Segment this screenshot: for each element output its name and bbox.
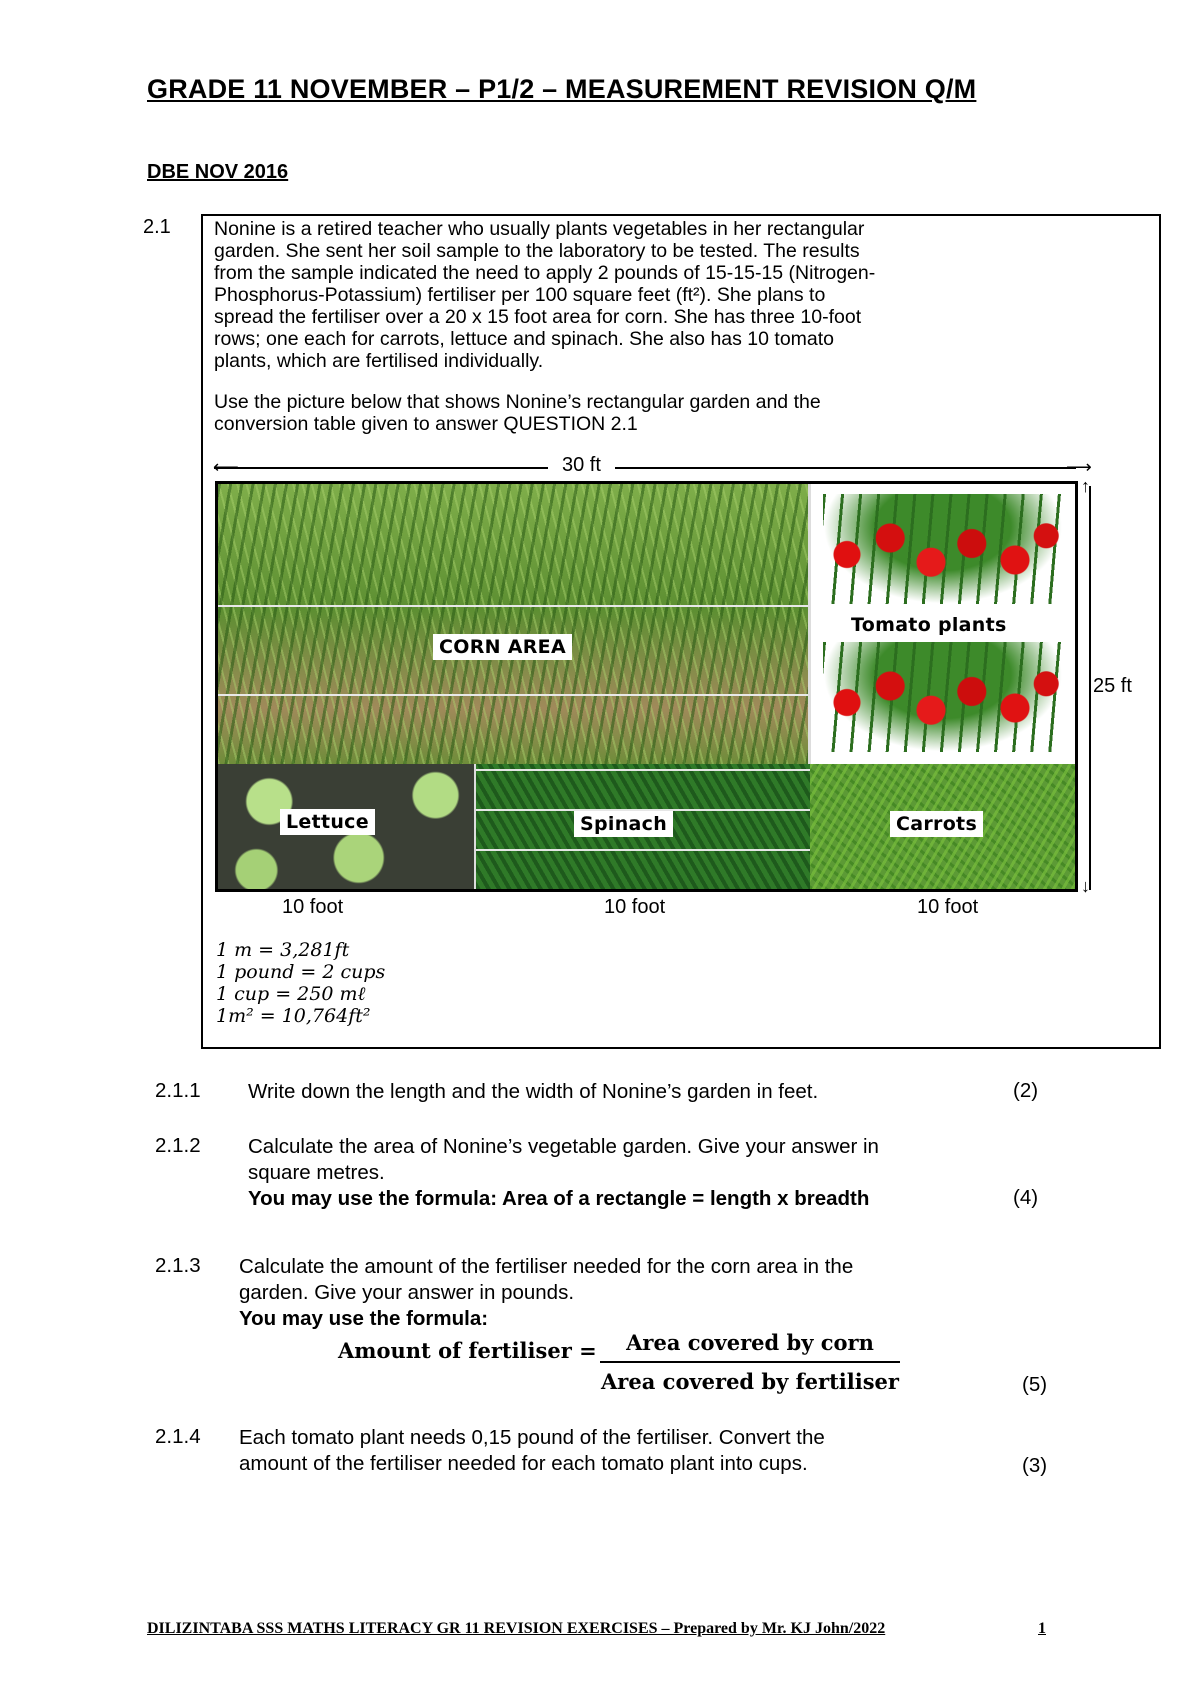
question-number: 2.1	[143, 216, 171, 238]
subquestion-number: 2.1.1	[155, 1079, 201, 1102]
arrow-up-icon: ↑	[1081, 476, 1090, 496]
subquestion-text	[248, 1134, 879, 1212]
row-length-label: 10 foot	[282, 896, 344, 918]
intro-line: spread the fertiliser over a 20 x 15 foot area for corn. She has three 10-foot	[214, 306, 862, 328]
spinach-label: Spinach	[574, 811, 673, 837]
spinach-area	[476, 764, 810, 889]
intro-line: garden. She sent her soil sample to the laboratory to be tested. The results	[214, 240, 860, 262]
row-divider	[218, 694, 808, 696]
intro-line: Nonine is a retired teacher who usually plants vegetables in her rectangular	[214, 218, 865, 240]
subquestion-text	[239, 1254, 853, 1332]
intro-line: rows; one each for carrots, lettuce and spinach. She also has 10 tomato	[214, 328, 835, 350]
subquestion-line: Each tomato plant needs 0,15 pound of the fertiliser. Convert the	[239, 1426, 825, 1449]
intro-line: from the sample indicated the need to apply 2 pounds of 15-15-15 (Nitrogen-	[214, 262, 876, 284]
marks: (3)	[1022, 1454, 1048, 1477]
carrots-label: Carrots	[890, 811, 983, 837]
formula-fraction	[600, 1330, 900, 1394]
subquestion-line: Calculate the area of Nonine’s vegetable garden. Give your answer in	[248, 1135, 879, 1158]
instruction-line: Use the picture below that shows Nonine’s rectangular garden and the	[214, 391, 821, 413]
instruction-line: conversion table given to answer QUESTION 2.1	[214, 413, 638, 435]
page-title: GRADE 11 NOVEMBER – P1/2 – MEASUREMENT REVISION Q/M	[147, 74, 977, 104]
subquestion-formula-hint: You may use the formula:	[239, 1307, 489, 1330]
corn-area	[218, 484, 808, 764]
formula-numerator: Area covered by corn	[626, 1330, 874, 1355]
subquestion-number: 2.1.3	[155, 1254, 201, 1277]
tomato-plants-image	[823, 494, 1063, 604]
formula-denominator: Area covered by fertiliser	[601, 1369, 899, 1394]
width-dimension-line	[214, 467, 1076, 469]
question-intro	[214, 218, 1144, 372]
conversion-line: 1 pound = 2 cups	[216, 961, 386, 983]
row-length-label: 10 foot	[604, 896, 666, 918]
subquestion-line: garden. Give your answer in pounds.	[239, 1281, 575, 1304]
row-length-label: 10 foot	[917, 896, 979, 918]
intro-line: plants, which are fertilised individually.	[214, 350, 544, 372]
arrow-left-icon: ⟵	[213, 457, 239, 477]
tomato-plants-image	[823, 642, 1063, 752]
corn-area-label: CORN AREA	[433, 634, 572, 660]
marks: (2)	[1013, 1079, 1039, 1102]
source-heading: DBE NOV 2016	[147, 161, 289, 183]
tomato-area	[808, 484, 1075, 764]
conversion-line: 1 m = 3,281ft	[216, 939, 350, 961]
arrow-down-icon: ↓	[1081, 876, 1090, 896]
lettuce-label: Lettuce	[280, 809, 375, 835]
question-instruction	[214, 391, 1144, 435]
row-divider	[218, 605, 808, 607]
subquestion-text	[248, 1079, 818, 1105]
tomato-label: Tomato plants	[851, 614, 1007, 636]
page-number: 1	[1038, 1620, 1046, 1637]
marks: (5)	[1022, 1373, 1048, 1396]
formula-lhs: Amount of fertiliser =	[338, 1338, 597, 1363]
width-label: 30 ft	[548, 454, 615, 477]
conversion-line: 1 cup = 250 mℓ	[216, 983, 366, 1005]
lettuce-area	[218, 764, 476, 889]
marks: (4)	[1013, 1186, 1039, 1209]
subquestion-line: square metres.	[248, 1161, 385, 1184]
subquestion-line: Write down the length and the width of Nonine’s garden in feet.	[248, 1080, 819, 1103]
carrots-area	[810, 764, 1075, 889]
garden-picture	[215, 481, 1078, 892]
subquestion-number: 2.1.2	[155, 1134, 201, 1157]
arrow-right-icon: ⟶	[1066, 457, 1092, 477]
page-footer: DILIZINTABA SSS MATHS LITERACY GR 11 REVISION EXERCISES – Prepared by Mr. KJ John/2022	[147, 1620, 886, 1637]
subquestion-line: amount of the fertiliser needed for each tomato plant into cups.	[239, 1452, 808, 1475]
subquestion-number: 2.1.4	[155, 1425, 201, 1448]
subquestion-formula-hint: You may use the formula: Area of a rectangle = length x breadth	[248, 1187, 870, 1210]
height-dimension-line	[1089, 486, 1091, 890]
intro-line: Phosphorus-Potassium) fertiliser per 100 square feet (ft²). She plans to	[214, 284, 826, 306]
subquestion-text	[239, 1425, 825, 1477]
conversion-line: 1m² = 10,764ft²	[216, 1005, 371, 1027]
subquestion-line: Calculate the amount of the fertiliser needed for the corn area in the	[239, 1255, 854, 1278]
height-label: 25 ft	[1093, 673, 1132, 700]
